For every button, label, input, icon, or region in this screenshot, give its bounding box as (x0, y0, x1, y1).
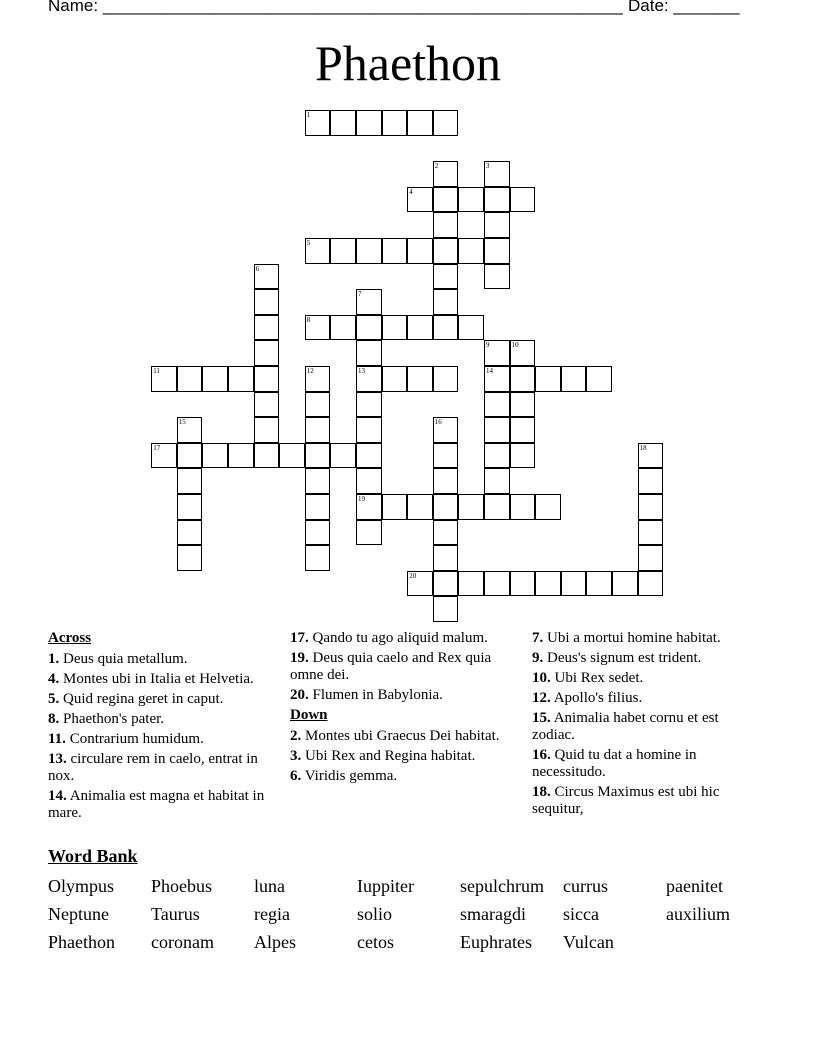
clue-number: 2 (434, 162, 439, 171)
clues-column-2 (290, 630, 520, 788)
clue-number: 16 (434, 418, 442, 427)
grid-cell[interactable] (305, 468, 331, 494)
word-bank-item: Alpes (254, 932, 296, 952)
clue-number: 17 (153, 443, 161, 452)
grid-cell[interactable] (535, 571, 561, 597)
word-bank-item: Iuppiter (357, 876, 414, 896)
clue-number: 13 (358, 367, 365, 375)
down-heading: Down (290, 707, 328, 723)
grid-cell[interactable] (279, 443, 305, 469)
grid-cell[interactable] (202, 366, 228, 392)
name-field[interactable]: Name: _______________________________________________________ (48, 0, 623, 15)
clue-number: 4 (409, 187, 413, 196)
grid-cell[interactable] (305, 494, 331, 520)
grid-cell[interactable] (356, 392, 382, 418)
clue-down-16: 16. Quid tu dat a homine in necessitudo. (532, 747, 697, 780)
grid-cell[interactable] (586, 366, 612, 392)
grid-cell[interactable] (254, 366, 280, 392)
word-bank-item: Vulcan (563, 932, 614, 952)
word-bank-item: coronam (151, 932, 214, 952)
grid-cell[interactable] (484, 392, 510, 418)
grid-cell[interactable] (305, 443, 331, 469)
grid-cell[interactable] (202, 443, 228, 469)
clues-column-1 (48, 630, 278, 825)
grid-cell[interactable] (433, 110, 459, 136)
grid-cell[interactable] (407, 315, 433, 341)
grid-cell[interactable] (484, 212, 510, 238)
word-bank-item: regia (254, 904, 290, 924)
clue-across-20: 20. Flumen in Babylonia. (290, 687, 443, 703)
grid-cell[interactable] (305, 417, 331, 443)
word-bank-item: Phaethon (48, 932, 115, 952)
grid-cell[interactable] (612, 571, 638, 597)
grid-cell[interactable] (305, 545, 331, 571)
word-bank-item: solio (357, 904, 393, 924)
grid-cell[interactable] (484, 187, 510, 213)
word-bank-item: auxilium (666, 904, 730, 924)
grid-cell[interactable] (458, 315, 484, 341)
grid-cell[interactable] (254, 392, 280, 418)
grid-cell[interactable] (330, 110, 356, 136)
grid-cell[interactable] (638, 545, 664, 571)
clue-across-5: 5. Quid regina geret in caput. (48, 691, 224, 707)
clue-down-18: 18. Circus Maximus est ubi hic sequitur, (532, 784, 720, 817)
across-heading: Across (48, 630, 92, 646)
grid-cell[interactable] (433, 443, 459, 469)
grid-cell[interactable] (638, 571, 664, 597)
grid-cell[interactable] (177, 520, 203, 546)
grid-cell[interactable] (177, 494, 203, 520)
grid-cell[interactable] (433, 571, 459, 597)
grid-cell[interactable] (407, 110, 433, 136)
clue-number: 11 (153, 367, 160, 375)
clue-down-10: 10. Ubi Rex sedet. (532, 670, 644, 686)
grid-cell[interactable] (177, 366, 203, 392)
grid-cell[interactable] (484, 443, 510, 469)
grid-cell[interactable] (177, 545, 203, 571)
clue-across-1: 1. Deus quia metallum. (48, 651, 188, 667)
clue-number: 19 (358, 495, 365, 503)
grid-cell[interactable] (330, 443, 356, 469)
grid-cell[interactable] (638, 520, 664, 546)
grid-cell[interactable] (407, 238, 433, 264)
grid-cell[interactable] (330, 315, 356, 341)
grid-cell[interactable] (561, 571, 587, 597)
clue-number: 15 (178, 418, 186, 427)
grid-cell[interactable] (433, 545, 459, 571)
grid-cell[interactable] (484, 264, 510, 290)
clue-down-3: 3. Ubi Rex and Regina habitat. (290, 748, 476, 764)
grid-cell[interactable] (458, 238, 484, 264)
clue-across-11: 11. Contrarium humidum. (48, 731, 204, 747)
word-bank-item: Euphrates (460, 932, 532, 952)
clue-number: 20 (409, 571, 417, 580)
grid-cell[interactable] (433, 212, 459, 238)
grid-cell[interactable] (510, 417, 536, 443)
grid-cell[interactable] (638, 468, 664, 494)
grid-cell[interactable] (382, 110, 408, 136)
clue-number: 3 (486, 162, 490, 171)
grid-cell[interactable] (356, 110, 382, 136)
word-bank-title: Word Bank (48, 846, 138, 866)
word-bank-item: Neptune (48, 904, 109, 924)
grid-cell[interactable] (484, 468, 510, 494)
date-field[interactable]: Date: _______ (628, 0, 740, 15)
grid-cell[interactable] (305, 392, 331, 418)
clue-number: 18 (639, 443, 647, 452)
grid-cell[interactable] (254, 417, 280, 443)
grid-cell[interactable] (382, 315, 408, 341)
clues-column-3 (532, 630, 762, 821)
grid-cell[interactable] (484, 417, 510, 443)
clue-across-8: 8. Phaethon's pater. (48, 711, 165, 727)
grid-cell[interactable] (586, 571, 612, 597)
clue-across-19: 19. Deus quia caelo and Rex quia omne dei. (290, 650, 492, 683)
grid-cell[interactable] (535, 366, 561, 392)
grid-cell[interactable] (510, 187, 536, 213)
clue-across-13: 13. circulare rem in caelo, entrat in nox. (48, 751, 258, 784)
grid-cell[interactable] (254, 315, 280, 341)
clue-across-17: 17. Qando tu ago aliquid malum. (290, 630, 488, 646)
word-bank-item: luna (254, 876, 285, 896)
grid-cell[interactable] (510, 366, 536, 392)
grid-cell[interactable] (433, 187, 459, 213)
grid-cell[interactable] (356, 520, 382, 546)
word-bank-item: cetos (357, 932, 394, 952)
grid-cell[interactable] (458, 494, 484, 520)
grid-cell[interactable] (177, 468, 203, 494)
word-bank-item: sicca (563, 904, 599, 924)
word-bank-item: Taurus (151, 904, 200, 924)
clue-number: 5 (306, 239, 311, 247)
clue-down-15: 15. Animalia habet cornu et est zodiac. (532, 710, 719, 743)
clue-number: 6 (255, 264, 260, 273)
grid-cell[interactable] (356, 315, 382, 341)
word-bank-item: Olympus (48, 876, 115, 896)
grid-cell[interactable] (510, 392, 536, 418)
grid-cell[interactable] (433, 468, 459, 494)
grid-cell[interactable] (228, 443, 254, 469)
grid-cell[interactable] (510, 494, 536, 520)
grid-cell[interactable] (382, 494, 408, 520)
grid-cell[interactable] (382, 366, 408, 392)
grid-cell[interactable] (638, 494, 664, 520)
grid-cell[interactable] (382, 238, 408, 264)
grid-cell[interactable] (177, 443, 203, 469)
clue-down-7: 7. Ubi a mortui homine habitat. (532, 630, 721, 646)
grid-cell[interactable] (535, 494, 561, 520)
clue-number: 12 (306, 367, 314, 375)
clue-down-6: 6. Viridis gemma. (290, 768, 398, 784)
word-bank-item: currus (563, 876, 608, 896)
grid-cell[interactable] (433, 596, 459, 622)
clue-number: 1 (306, 111, 311, 119)
grid-cell[interactable] (254, 289, 280, 315)
grid-cell[interactable] (433, 494, 459, 520)
grid-cell[interactable] (510, 443, 536, 469)
grid-cell[interactable] (407, 494, 433, 520)
page-title: Phaethon (314, 35, 502, 91)
clue-number: 7 (358, 290, 362, 299)
grid-cell[interactable] (433, 315, 459, 341)
grid-cell[interactable] (433, 520, 459, 546)
clue-down-2: 2. Montes ubi Graecus Dei habitat. (290, 728, 500, 744)
grid-cell[interactable] (407, 366, 433, 392)
grid-cell[interactable] (510, 571, 536, 597)
grid-cell[interactable] (254, 443, 280, 469)
grid-cell[interactable] (228, 366, 254, 392)
grid-cell[interactable] (484, 494, 510, 520)
grid-cell[interactable] (330, 238, 356, 264)
grid-cell[interactable] (433, 264, 459, 290)
clue-down-12: 12. Apollo's filius. (532, 690, 643, 706)
grid-cell[interactable] (433, 289, 459, 315)
grid-cell[interactable] (561, 366, 587, 392)
grid-cell[interactable] (356, 238, 382, 264)
clue-number: 14 (486, 367, 493, 375)
clue-number: 9 (486, 341, 490, 350)
grid-cell[interactable] (305, 520, 331, 546)
grid-cell[interactable] (484, 238, 510, 264)
grid-cell[interactable] (433, 366, 459, 392)
grid-cell[interactable] (356, 417, 382, 443)
clue-down-9: 9. Deus's signum est trident. (532, 650, 702, 666)
grid-cell[interactable] (356, 468, 382, 494)
clue-number: 8 (306, 315, 311, 324)
grid-cell[interactable] (484, 571, 510, 597)
clue-number: 10 (511, 341, 519, 350)
word-bank-item: paenitet (666, 876, 723, 896)
grid-cell[interactable] (356, 443, 382, 469)
word-bank-item: sepulchrum (460, 876, 544, 896)
grid-cell[interactable] (254, 340, 280, 366)
clue-across-14: 14. Animalia est magna et habitat in mare. (48, 788, 265, 821)
grid-cell[interactable] (458, 187, 484, 213)
grid-cell[interactable] (356, 340, 382, 366)
word-bank-item: Phoebus (151, 876, 213, 896)
grid-cell[interactable] (458, 571, 484, 597)
word-bank-item: smaragdi (460, 904, 526, 924)
grid-cell[interactable] (433, 238, 459, 264)
clue-across-4: 4. Montes ubi in Italia et Helvetia. (48, 671, 254, 687)
